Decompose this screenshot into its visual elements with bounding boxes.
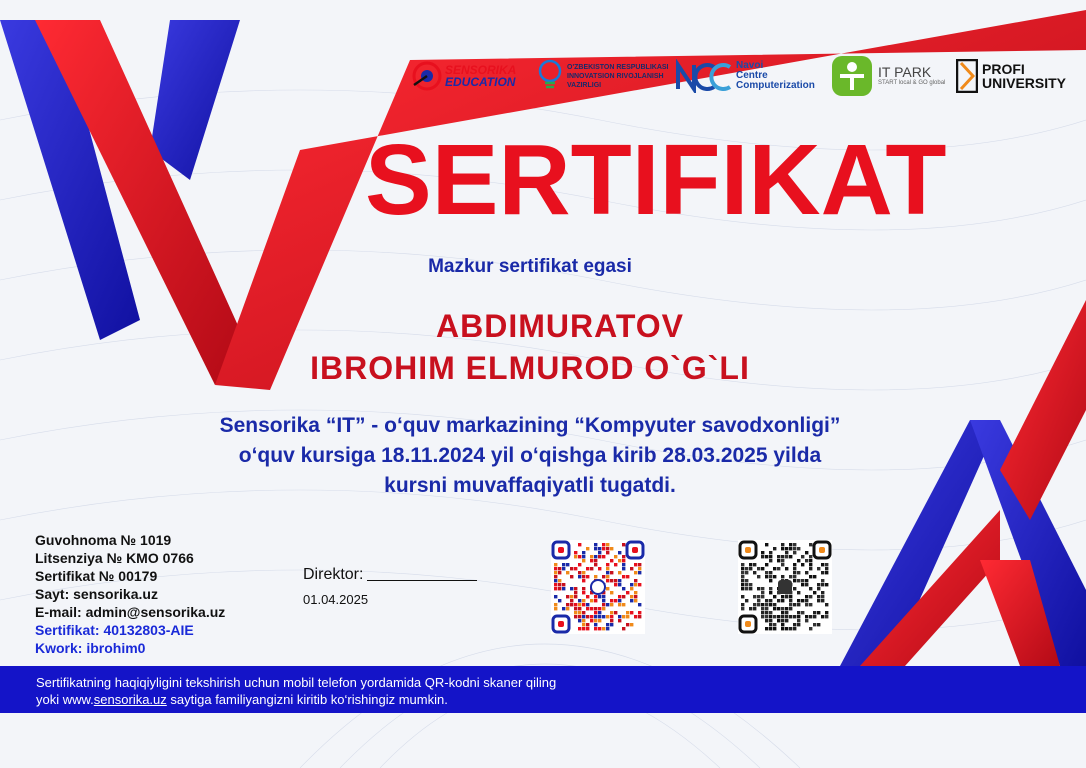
ncc-logo-line2: Centre: [736, 70, 768, 81]
itpark-logo-icon: [832, 56, 872, 96]
sensorika-logo-line1: SENSORIKA: [445, 63, 517, 77]
ministry-logo-line2: INNOVATSION RIVOJLANISH: [567, 72, 664, 80]
profi-logo: [956, 52, 1082, 100]
recipient-surname: ABDIMURATOV: [435, 308, 685, 344]
qr-code-kwork: [738, 540, 832, 634]
profi-logo-line2: UNIVERSITY: [982, 75, 1067, 91]
ncc-logo: [674, 52, 830, 100]
litsenziya-number: Litsenziya № KMO 0766: [35, 550, 194, 566]
description-line-2: o‘quv kursiga 18.11.2024 yil o‘qishga kirib 28.03.2025 yilda: [238, 444, 822, 467]
issue-date: 01.04.2025: [303, 592, 369, 607]
certificate-info: [35, 531, 225, 657]
ministry-logo: [536, 52, 672, 100]
sensorika-logo: [412, 52, 530, 100]
footer-line-2: [36, 691, 556, 708]
ministry-logo-line3: VAZIRLIGI: [567, 81, 602, 89]
footer-line-1: Sertifikatning haqiqiyligini tekshirish uchun mobil telefon yordamida QR-kodni skaner qiling: [36, 675, 557, 690]
partner-logos: [412, 52, 1082, 100]
itpark-logo: [832, 52, 952, 100]
director-signature: [303, 566, 477, 584]
ncc-logo-line1: Navoi: [736, 60, 764, 71]
footer-line-2-prefix: yoki www.: [36, 692, 94, 707]
description-line-1: Sensorika “IT” - o‘quv markazining “Kompyuter savodxonligi”: [219, 414, 841, 437]
signature-line: [367, 580, 477, 581]
director-label: Direktor:: [303, 566, 364, 583]
profi-logo-line1: PROFI: [982, 61, 1025, 77]
description-line-3: kursni muvaffaqiyatli tugatdi.: [384, 474, 676, 497]
email: E-mail: admin@sensorika.uz: [35, 604, 226, 620]
ncc-logo-icon: [674, 59, 734, 93]
lightbulb-icon: [536, 59, 564, 93]
recipient-given-name: IBROHIM ELMUROD O`G`LI: [310, 350, 750, 386]
certificate-title: SERTIFIKAT: [365, 124, 947, 236]
ncc-logo-line3: Computerization: [736, 80, 815, 91]
sensorika-logo-icon: [412, 61, 442, 91]
kwork-id: Kwork: ibrohim0: [35, 640, 146, 656]
sertifikat-id: Sertifikat: 40132803-AIE: [35, 622, 194, 638]
footer-text: [36, 674, 556, 708]
qr-code-colored: [551, 540, 645, 634]
ministry-logo-line1: O'ZBEKISTON RESPUBLIKASI: [567, 63, 669, 71]
sertifikat-number: Sertifikat № 00179: [35, 568, 158, 584]
certificate-description: [90, 411, 970, 501]
guvohnoma-number: Guvohnoma № 1019: [35, 532, 172, 548]
footer-website-link[interactable]: sensorika.uz: [93, 692, 167, 707]
itpark-logo-name: IT PARK: [878, 64, 932, 80]
profi-logo-icon: [956, 59, 978, 93]
certificate-subtitle: Mazkur sertifikat egasi: [428, 256, 632, 277]
footer-line-2-suffix: saytiga familiyangizni kiritib ko‘rishingiz mumkin.: [166, 692, 448, 707]
website: Sayt: sensorika.uz: [35, 586, 158, 602]
itpark-logo-tagline: START local & GO global: [878, 80, 946, 86]
sensorika-logo-line2: EDUCATION: [445, 75, 516, 89]
